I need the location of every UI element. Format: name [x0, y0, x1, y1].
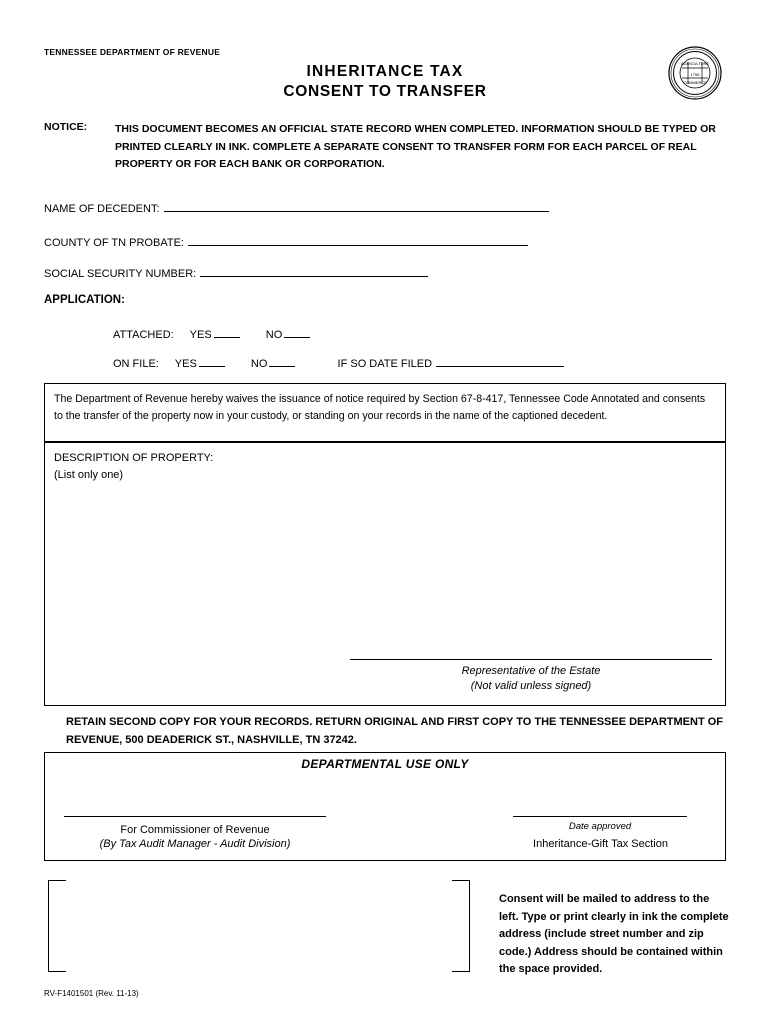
- svg-text:1796: 1796: [690, 72, 700, 77]
- onfile-yes-label: YES: [174, 358, 197, 370]
- date-filed-input[interactable]: [436, 355, 564, 367]
- attached-row: [113, 326, 312, 341]
- property-label: DESCRIPTION OF PROPERTY:: [54, 452, 214, 464]
- notice-label: NOTICE:: [44, 121, 88, 133]
- date-filed-label: IF SO DATE FILED: [337, 358, 433, 370]
- onfile-no-label: NO: [250, 358, 268, 370]
- attached-label: ATTACHED:: [113, 329, 174, 341]
- application-label: APPLICATION:: [44, 294, 125, 306]
- attached-yes-label: YES: [189, 329, 212, 341]
- retain-instructions: RETAIN SECOND COPY FOR YOUR RECORDS. RETURN ORIGINAL AND FIRST COPY TO THE TENNESSEE DEPARTMENT OF REVENUE, 500 DEADERICK ST., NASHVILLE, TN 37242.: [66, 716, 724, 746]
- svg-text:AGRICULTURE: AGRICULTURE: [680, 61, 710, 66]
- address-bracket-left-icon: [48, 880, 66, 972]
- attached-no-checkbox[interactable]: [284, 326, 310, 338]
- decedent-row: [44, 200, 549, 215]
- ssn-input[interactable]: [200, 265, 428, 277]
- county-label: COUNTY OF TN PROBATE:: [44, 237, 184, 249]
- onfile-no-checkbox[interactable]: [269, 355, 295, 367]
- signature-line[interactable]: [350, 659, 712, 660]
- signature-caption: [350, 664, 712, 694]
- departmental-use-title: DEPARTMENTAL USE ONLY: [301, 757, 469, 771]
- title-line-1: INHERITANCE TAX: [306, 63, 464, 80]
- title-line-2: CONSENT TO TRANSFER: [283, 83, 487, 100]
- county-row: [44, 234, 528, 249]
- svg-text:COMMERCE: COMMERCE: [683, 80, 707, 85]
- onfile-row: [113, 355, 564, 370]
- commissioner-line: For Commissioner of Revenue: [120, 824, 270, 836]
- page-title: [0, 62, 770, 102]
- signature-caption-1: Representative of the Estate: [461, 665, 601, 677]
- signature-caption-2: (Not valid unless signed): [470, 680, 592, 692]
- commissioner-sub: (By Tax Audit Manager - Audit Division): [99, 838, 291, 850]
- waiver-box: [44, 383, 726, 442]
- notice-text: THIS DOCUMENT BECOMES AN OFFICIAL STATE RECORD WHEN COMPLETED. INFORMATION SHOULD BE TYPED OR PRINTED CLEARLY IN INK. COMPLETE A SEPARATE CONSENT TO TRANSFER FORM FOR EACH PARCEL OF REAL PROPERTY OR FOR EACH BANK OR CORPORATION.: [115, 123, 716, 170]
- address-bracket-right-icon: [452, 880, 470, 972]
- commissioner-caption: [64, 823, 326, 851]
- date-approved-line[interactable]: [513, 816, 687, 817]
- onfile-yes-checkbox[interactable]: [199, 355, 225, 367]
- waiver-text: The Department of Revenue hereby waives the issuance of notice required by Section 67-8-417, Tennessee Code Annotated and consents to the transfer of the property now in your custody, or standing on your records in the name of the captioned decedent.: [54, 393, 706, 422]
- ssn-label: SOCIAL SECURITY NUMBER:: [44, 268, 197, 280]
- property-sub-label: (List only one): [54, 469, 124, 481]
- decedent-label: NAME OF DECEDENT:: [44, 203, 160, 215]
- county-input[interactable]: [188, 234, 528, 246]
- state-seal-icon: [668, 46, 722, 100]
- consent-mailing-note: Consent will be mailed to address to the left. Type or print clearly in ink the complete address (include street number and zip code.) Address should be contained within the space provided.: [499, 893, 729, 975]
- onfile-label: ON FILE:: [113, 358, 159, 370]
- property-label-group: [54, 450, 213, 484]
- commissioner-signature-line[interactable]: [64, 816, 326, 817]
- attached-no-label: NO: [265, 329, 283, 341]
- tax-section-label: Inheritance-Gift Tax Section: [533, 838, 668, 850]
- decedent-input[interactable]: [164, 200, 549, 212]
- department-name: TENNESSEE DEPARTMENT OF REVENUE: [44, 47, 221, 57]
- form-id: RV-F1401501 (Rev. 11-13): [44, 989, 139, 998]
- ssn-row: [44, 265, 428, 280]
- attached-yes-checkbox[interactable]: [214, 326, 240, 338]
- date-approved-label: Date approved: [568, 821, 632, 832]
